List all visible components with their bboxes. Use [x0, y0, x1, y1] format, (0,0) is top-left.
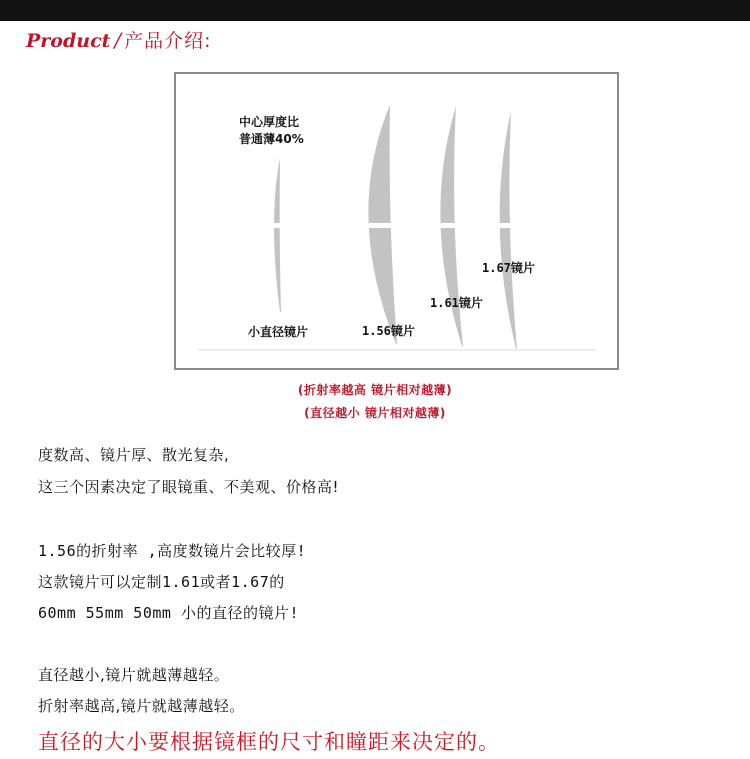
top-bar	[0, 0, 750, 21]
thickness-note-line2: 普通薄40%	[239, 132, 304, 146]
paragraph2-line1: 1.56的折射率 ,高度数镜片会比较厚!	[38, 542, 307, 560]
lens-167	[500, 111, 517, 349]
label-156: 1.56镜片	[362, 324, 415, 338]
paragraph2-line3: 60mm 55mm 50mm 小的直径的镜片!	[38, 604, 299, 622]
caption-refractive-index: (折射率越高 镜片相对越薄)	[297, 383, 453, 397]
section-heading	[26, 26, 212, 56]
paragraph1-line1: 度数高、镜片厚、散光复杂,	[38, 446, 230, 464]
heading-en: Product	[26, 30, 111, 52]
heading-slash: /	[114, 28, 122, 52]
lens-center-gap	[256, 223, 536, 228]
emphasis-statement: 直径的大小要根据镜框的尺寸和瞳距来决定的。	[38, 730, 500, 754]
paragraph3-line2: 折射率越高,镜片就越薄越轻。	[38, 697, 245, 715]
label-small-diameter: 小直径镜片	[248, 325, 309, 339]
caption-diameter: (直径越小 镜片相对越薄)	[304, 406, 446, 420]
lens-small-diameter	[274, 158, 281, 312]
heading-cn: 产品介绍:	[124, 30, 212, 52]
label-167: 1.67镜片	[482, 261, 535, 275]
label-161: 1.61镜片	[430, 296, 483, 310]
paragraph1-line2: 这三个因素决定了眼镜重、不美观、价格高!	[38, 478, 340, 496]
paragraph2-line2: 这款镜片可以定制1.61或者1.67的	[38, 573, 285, 591]
paragraph3-line1: 直径越小,镜片就越薄越轻。	[38, 666, 230, 684]
thickness-note-line1: 中心厚度比	[239, 115, 300, 129]
lens-comparison-figure	[174, 72, 619, 370]
